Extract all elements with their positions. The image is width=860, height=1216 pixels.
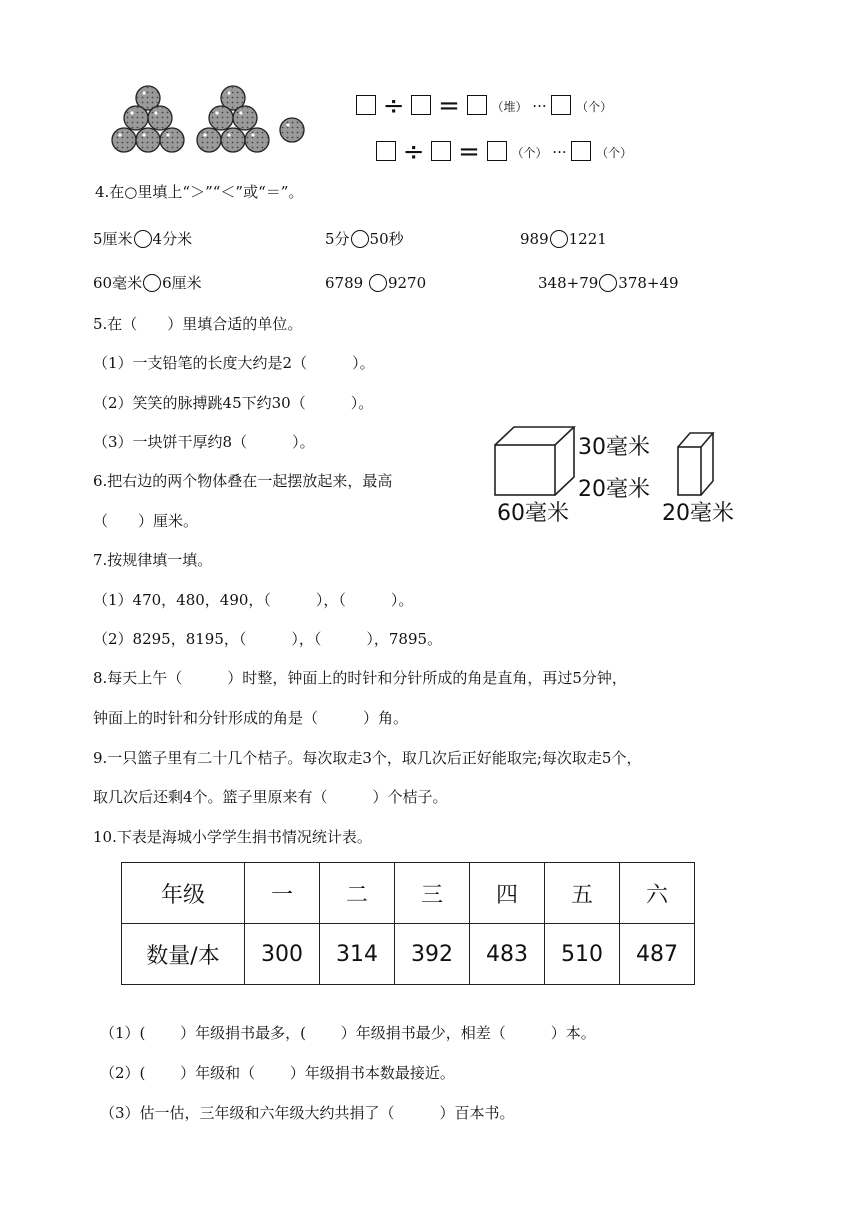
grade-cell: 五 xyxy=(545,863,620,924)
grade-cell: 四 xyxy=(470,863,545,924)
remainder-dots: ··· xyxy=(532,97,547,115)
compare-right: 1221 xyxy=(568,230,607,248)
big-box-height-label: 30毫米 xyxy=(578,435,650,460)
q6-line1: 6.把右边的两个物体叠在一起摆放起来，最高 xyxy=(93,472,393,490)
compare-right: 378+49 xyxy=(618,274,679,292)
q9-line1: 9.一只篮子里有二十几个桔子。每次取走3个，取几次后正好能取完;每次取走5个， xyxy=(93,749,642,767)
unit-label: （个） xyxy=(511,146,548,160)
q7-item: （1）470，480，490，（ ），（ ）。 xyxy=(93,591,414,609)
compare-right: 4分米 xyxy=(152,230,193,248)
compare-left: 5厘米 xyxy=(93,230,133,248)
answer-box[interactable] xyxy=(551,95,571,115)
big-box-depth-label: 20毫米 xyxy=(578,477,650,502)
answer-box[interactable] xyxy=(467,95,487,115)
compare-left: 6789 xyxy=(325,274,364,292)
remainder-dots: ··· xyxy=(552,143,567,161)
big-box-width-label: 60毫米 xyxy=(497,501,569,526)
equals-sign: = xyxy=(438,91,460,121)
compare-right: 9270 xyxy=(387,274,427,292)
answer-box[interactable] xyxy=(376,141,396,161)
grade-cell: 一 xyxy=(245,863,320,924)
q7-title: 7.按规律填一填。 xyxy=(93,551,213,569)
value-cell: 483 xyxy=(470,924,545,985)
value-cell: 392 xyxy=(395,924,470,985)
compare-left: 989 xyxy=(520,230,549,248)
divide-sign: ÷ xyxy=(402,137,425,167)
table-row xyxy=(122,924,695,985)
table-row-label: 数量/本 xyxy=(122,924,245,985)
compare-right: 6厘米 xyxy=(162,274,202,292)
q10-item: （2）( ）年级和（ ）年级捐书本数最接近。 xyxy=(100,1064,455,1082)
compare-circle[interactable] xyxy=(143,274,161,292)
compare-right: 50秒 xyxy=(369,230,404,248)
compare-circle[interactable] xyxy=(550,230,568,248)
q8-line1: 8.每天上午（ ）时整，钟面上的时针和分针所成的角是直角，再过5分钟， xyxy=(93,669,627,687)
equals-sign: = xyxy=(458,137,480,167)
compare-circle[interactable] xyxy=(369,274,387,292)
grade-cell: 六 xyxy=(620,863,695,924)
unit-label: （个） xyxy=(596,146,633,160)
answer-box[interactable] xyxy=(571,141,591,161)
q4-title: 4.在○里填上“＞”“＜”或“＝”。 xyxy=(95,183,304,201)
table-row xyxy=(122,863,695,924)
unit-label: （个） xyxy=(576,100,613,114)
compare-item xyxy=(93,229,192,249)
table-header-cell: 年级 xyxy=(122,863,245,924)
compare-left: 5分 xyxy=(325,230,350,248)
equation-row-1 xyxy=(356,91,613,121)
donation-table xyxy=(121,862,695,985)
compare-item xyxy=(538,273,679,293)
oranges-illustration xyxy=(100,80,315,160)
q10-title: 10.下表是海城小学学生捐书情况统计表。 xyxy=(93,828,372,846)
answer-box[interactable] xyxy=(487,141,507,161)
value-cell: 314 xyxy=(320,924,395,985)
answer-box[interactable] xyxy=(431,141,451,161)
divide-sign: ÷ xyxy=(382,91,405,121)
compare-item xyxy=(325,273,426,293)
compare-left: 348+79 xyxy=(538,274,599,292)
compare-item xyxy=(93,273,202,293)
q5-item: （1）一支铅笔的长度大约是2（ ）。 xyxy=(93,354,375,372)
compare-item xyxy=(520,229,607,249)
grade-cell: 三 xyxy=(395,863,470,924)
compare-circle[interactable] xyxy=(599,274,617,292)
compare-left: 60毫米 xyxy=(93,274,143,292)
grade-cell: 二 xyxy=(320,863,395,924)
small-cube-icon xyxy=(678,447,701,495)
equation-row-2 xyxy=(376,137,633,167)
q10-item: （3）估一估，三年级和六年级大约共捐了（ ）百本书。 xyxy=(100,1104,515,1122)
compare-circle[interactable] xyxy=(134,230,152,248)
q10-item: （1）( ）年级捐书最多，( ）年级捐书最少，相差（ ）本。 xyxy=(100,1024,596,1042)
answer-box[interactable] xyxy=(411,95,431,115)
q7-item: （2）8295，8195，（ ），（ ），7895。 xyxy=(93,630,443,648)
q9-line2: 取几次后还剩4个。篮子里原来有（ ）个桔子。 xyxy=(93,788,448,806)
compare-item xyxy=(325,229,404,249)
q8-line2: 钟面上的时针和分针形成的角是（ ）角。 xyxy=(93,709,409,727)
q6-line2: （ ）厘米。 xyxy=(93,512,199,530)
large-box-icon xyxy=(495,445,555,495)
value-cell: 510 xyxy=(545,924,620,985)
value-cell: 300 xyxy=(245,924,320,985)
answer-box[interactable] xyxy=(356,95,376,115)
compare-circle[interactable] xyxy=(351,230,369,248)
q5-title: 5.在（ ）里填合适的单位。 xyxy=(93,315,303,333)
small-cube-side-label: 20毫米 xyxy=(662,501,734,526)
unit-label: （堆） xyxy=(491,100,528,114)
value-cell: 487 xyxy=(620,924,695,985)
q5-item: （3）一块饼干厚约8（ ）。 xyxy=(93,433,315,451)
q5-item: （2）笑笑的脉搏跳45下约30（ ）。 xyxy=(93,394,374,412)
